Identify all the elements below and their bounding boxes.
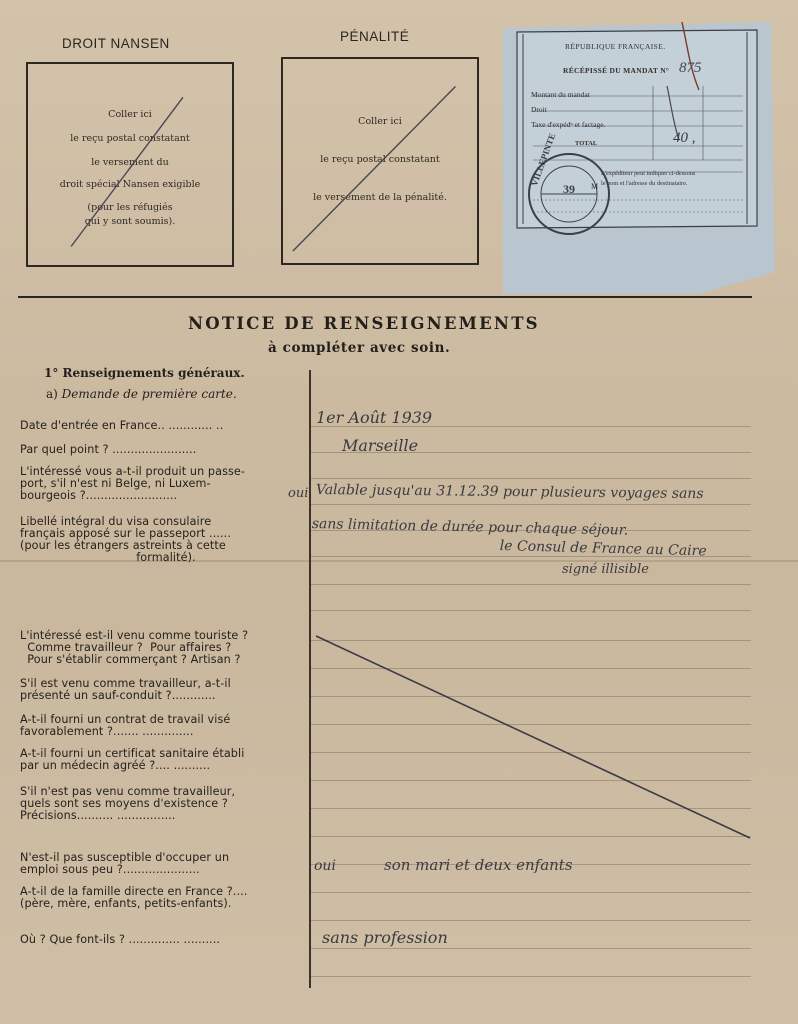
penalite-line-3: le versement de la pénalité.: [313, 192, 447, 203]
answer-visa-line-1: sans limitation de durée pour chaque séjour.: [311, 516, 629, 539]
section-subtitle: [46, 387, 237, 401]
form-rule: [311, 584, 751, 585]
penalite-title: PÉNALITÉ: [340, 29, 410, 44]
question-sauf-conduit: S'il est venu comme travailleur, a-t-il présenté un sauf-conduit ?............: [20, 677, 231, 702]
form-rule: [311, 610, 751, 611]
nansen-cross-out-stroke: [28, 64, 232, 265]
postmark-date: 39: [563, 182, 575, 196]
cross-out-stroke: [310, 630, 760, 840]
nansen-line-6: qui y sont soumis).: [84, 216, 176, 227]
nansen-line-2: le reçu postal constatant: [70, 133, 190, 144]
form-rule: [311, 948, 751, 949]
form-rule: [311, 920, 751, 921]
receipt-field-droit: Droit: [531, 105, 547, 114]
nansen-title: DROIT NANSEN: [62, 36, 170, 51]
section-title: 1° Renseignements généraux.: [44, 366, 245, 380]
postmark-text: VILLEPINTE: [529, 131, 558, 188]
penalite-cross-out-stroke: [283, 59, 477, 263]
form-rule: [311, 892, 751, 893]
answer-passeport: Valable jusqu'au 31.12.39 pour plusieurs voyages sans: [315, 482, 704, 503]
receipt-total-label: TOTAL: [575, 140, 598, 147]
answer-point: Marseille: [342, 436, 419, 455]
answer-visa-line-3: signé illisible: [562, 562, 649, 577]
question-date-entree: Date d'entrée en France.. ............ ..: [20, 419, 224, 432]
question-par-quel-point: Par quel point ? .......................: [20, 443, 197, 456]
nansen-line-3: le versement du: [91, 157, 169, 168]
question-visa: [20, 516, 312, 564]
answer-date-entree: 1er Août 1939: [316, 408, 433, 427]
receipt-m-label: M: [591, 182, 599, 191]
question-contrat: A-t-il fourni un contrat de travail visé favorablement ?....... ..............: [20, 713, 231, 738]
receipt-note-2: le nom et l'adresse du destinataire.: [601, 180, 688, 187]
question-touriste: L'intéressé est-il venu comme touriste ? Comme travailleur ? Pour affaires ? Pour s'établir commerçant ? Artisan ?: [20, 629, 249, 666]
form-rule: [311, 478, 751, 479]
answer-ou: sans profession: [322, 928, 448, 947]
question-certificat: A-t-il fourni un certificat sanitaire établi par un médecin agréé ?.... ..........: [20, 747, 245, 772]
section-subtitle-prefix: a): [46, 387, 58, 401]
answer-visa-line-2: le Consul de France au Caire: [499, 538, 707, 560]
question-emploi: N'est-il pas susceptible d'occuper un emploi sous peu ?.....................: [20, 851, 230, 876]
receipt-note-1: L'expéditeur peut indiquer ci-dessous: [601, 170, 696, 177]
form-rule: [311, 504, 751, 505]
nansen-line-1: Coller ici: [108, 109, 152, 120]
answer-passeport-prefix: oui: [288, 486, 309, 501]
nansen-stamp-box: [26, 62, 234, 267]
receipt-number: 875: [679, 60, 702, 76]
question-ou: Où ? Que font-ils ? .............. ..........: [20, 933, 221, 946]
penalite-line-2: le reçu postal constatant: [320, 154, 440, 165]
question-passeport: L'intéressé vous a-t-il produit un passe- port, s'il n'est ni Belge, ni Luxem- bourgeois ?.........................: [20, 465, 246, 502]
receipt-header-2: RÉCÉPISSÉ DU MANDAT N°: [563, 66, 670, 75]
section-separator: [18, 296, 752, 298]
nansen-line-5: (pour les réfugiés: [87, 202, 173, 213]
nansen-line-4: droit spécial Nansen exigible: [59, 179, 201, 190]
section-subtitle-text: Demande de première carte.: [61, 387, 237, 401]
postal-receipt: [503, 22, 775, 294]
question-visa-line-1: Libellé intégral du visa consulaire: [20, 515, 212, 528]
penalite-stamp-box: [281, 57, 479, 265]
receipt-header-1: RÉPUBLIQUE FRANÇAISE.: [565, 42, 666, 51]
question-visa-line-2: français apposé sur le passeport ......: [20, 527, 231, 540]
receipt-total-value: 40 ,: [673, 130, 696, 146]
notice-title: NOTICE DE RENSEIGNEMENTS: [188, 314, 540, 333]
receipt-field-taxe: Taxe d'expédⁿ et factage.: [531, 120, 606, 129]
answer-famille: son mari et deux enfants: [384, 856, 573, 874]
form-rule: [311, 976, 751, 977]
question-moyens: S'il n'est pas venu comme travailleur, quels sont ses moyens d'existence ? Précisions.......... ................: [20, 785, 236, 822]
receipt-field-montant: Montant du mandat: [531, 90, 590, 99]
answer-emploi: oui: [314, 858, 336, 874]
question-visa-line-3: (pour les étrangers astreints à cette: [20, 539, 226, 552]
notice-subtitle: à compléter avec soin.: [268, 340, 451, 356]
question-famille: A-t-il de la famille directe en France ?.... (père, mère, enfants, petits-enfants).: [20, 885, 248, 910]
question-visa-line-4: formalité).: [136, 551, 196, 564]
penalite-line-1: Coller ici: [358, 116, 402, 127]
